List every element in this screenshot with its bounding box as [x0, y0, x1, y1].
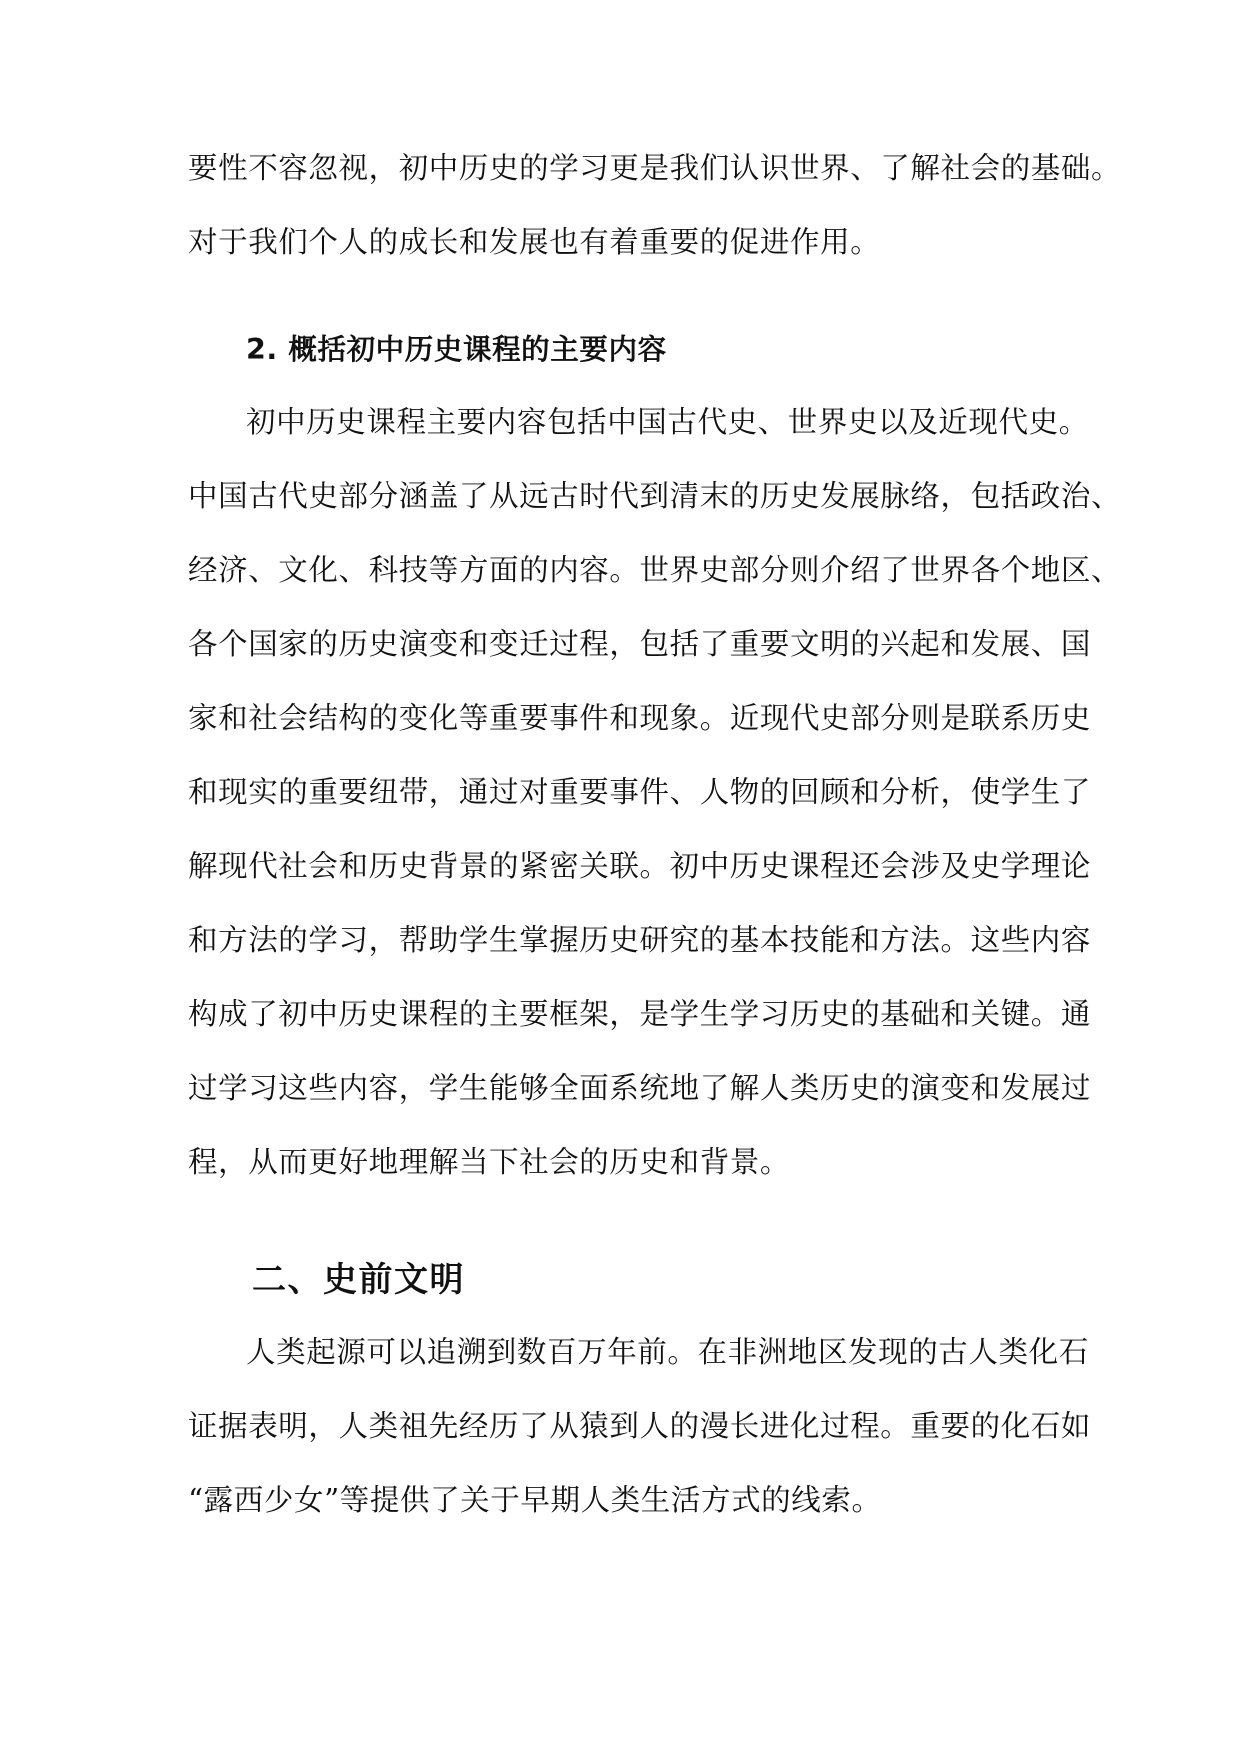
section-heading: 2. 概括初中历史课程的主要内容: [246, 333, 667, 366]
paragraph-line: 经济、文化、科技等方面的内容。世界史部分则介绍了世界各个地区、: [188, 553, 1122, 587]
paragraph-line: 证据表明，人类祖先经历了从猿到人的漫长进化过程。重要的化石如: [188, 1409, 1092, 1443]
paragraph-line: 各个国家的历史演变和变迁过程，包括了重要文明的兴起和发展、国: [188, 627, 1092, 661]
paragraph-line: 对于我们个人的成长和发展也有着重要的促进作用。: [188, 225, 881, 259]
paragraph-line: 中国古代史部分涵盖了从远古时代到清末的历史发展脉络，包括政治、: [188, 479, 1122, 513]
paragraph-line: 过学习这些内容，学生能够全面系统地了解人类历史的演变和发展过: [188, 1071, 1092, 1105]
paragraph-line: 和方法的学习，帮助学生掌握历史研究的基本技能和方法。这些内容: [188, 923, 1092, 957]
paragraph-line: 和现实的重要纽带，通过对重要事件、人物的回顾和分析，使学生了: [188, 775, 1092, 809]
paragraph-line: 程，从而更好地理解当下社会的历史和背景。: [188, 1145, 791, 1179]
paragraph-line: 解现代社会和历史背景的紧密关联。初中历史课程还会涉及史学理论: [188, 849, 1092, 883]
paragraph-line: 初中历史课程主要内容包括中国古代史、世界史以及近现代史。: [246, 405, 1089, 439]
paragraph-line: 构成了初中历史课程的主要框架，是学生学习历史的基础和关键。通: [188, 997, 1092, 1031]
chapter-heading: 二、史前文明: [252, 1260, 465, 1300]
paragraph-line: 人类起源可以追溯到数百万年前。在非洲地区发现的古人类化石: [246, 1335, 1089, 1369]
paragraph-line: 要性不容忽视，初中历史的学习更是我们认识世界、了解社会的基础。: [188, 151, 1122, 185]
paragraph-line: 家和社会结构的变化等重要事件和现象。近现代史部分则是联系历史: [188, 701, 1092, 735]
paragraph-line: “露西少女”等提供了关于早期人类生活方式的线索。: [188, 1483, 882, 1517]
